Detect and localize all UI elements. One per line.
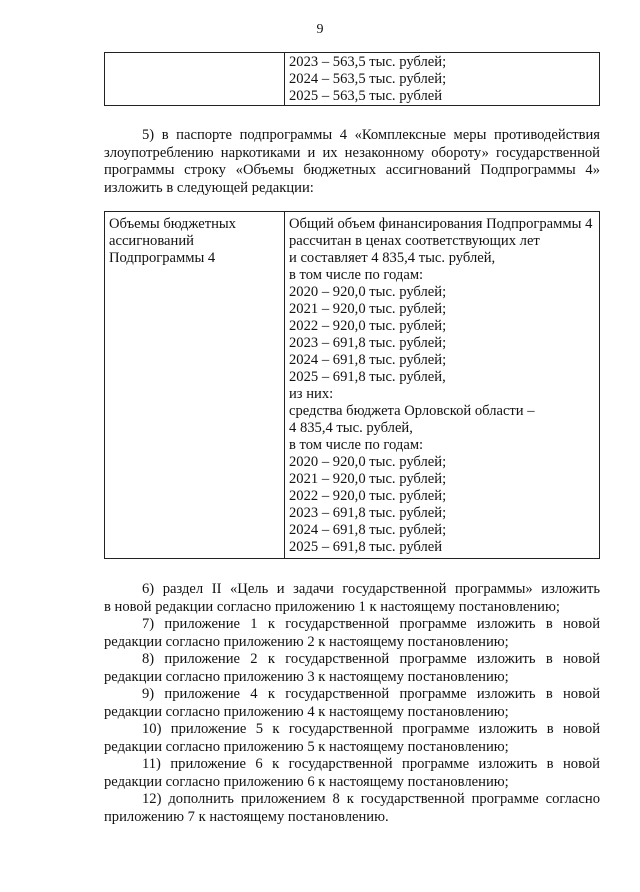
item-12 xyxy=(104,791,600,826)
item-6-first-line: 6) раздел II «Цель и задачи государственной программы» изложить xyxy=(142,581,600,597)
item-11-rest: редакции согласно приложению 6 к настоящему постановлению; xyxy=(104,773,509,790)
budget-value-line: 2025 – 691,8 тыс. рублей xyxy=(289,539,443,555)
item-9-rest: редакции согласно приложению 4 к настоящему постановлению; xyxy=(104,703,509,720)
top-table-line: 2023 – 563,5 тыс. рублей; xyxy=(289,54,447,70)
budget-value-line: 2022 – 920,0 тыс. рублей; xyxy=(289,488,447,504)
paragraph-5-line: программы строку «Объемы бюджетных ассигнований Подпрограммы 4» xyxy=(104,162,600,178)
item-7 xyxy=(104,616,600,651)
budget-value-line: 2022 – 920,0 тыс. рублей; xyxy=(289,318,447,334)
budget-value-line: 2020 – 920,0 тыс. рублей; xyxy=(289,284,447,300)
item-6 xyxy=(104,581,600,616)
top-table-right-cell xyxy=(285,53,600,106)
item-8-rest: редакции согласно приложению 3 к настоящему постановлению; xyxy=(104,668,509,685)
budget-value-line: и составляет 4 835,4 тыс. рублей, xyxy=(289,250,496,266)
paragraph-5-line: 5) в паспорте подпрограммы 4 «Комплексные меры противодействия xyxy=(142,127,600,143)
budget-label-line: ассигнований xyxy=(109,233,194,249)
budget-value-line: в том числе по годам: xyxy=(289,267,424,283)
budget-label-line: Объемы бюджетных xyxy=(109,216,236,232)
budget-table-label-cell xyxy=(105,212,285,559)
budget-value-line: 2023 – 691,8 тыс. рублей; xyxy=(289,335,447,351)
budget-value-line: средства бюджета Орловской области – xyxy=(289,403,535,419)
item-9-first-line: 9) приложение 4 к государственной программе изложить в новой xyxy=(142,686,600,702)
item-11 xyxy=(104,756,600,791)
budget-label-line: Подпрограммы 4 xyxy=(109,250,216,266)
top-table-line: 2025 – 563,5 тыс. рублей xyxy=(289,88,443,104)
budget-value-line: 2023 – 691,8 тыс. рублей; xyxy=(289,505,447,521)
item-8 xyxy=(104,651,600,686)
page-number: 9 xyxy=(316,22,324,37)
budget-value-line: 2021 – 920,0 тыс. рублей; xyxy=(289,471,447,487)
item-10 xyxy=(104,721,600,756)
item-9 xyxy=(104,686,600,721)
top-table-left-cell xyxy=(105,53,285,106)
budget-value-line: 2025 – 691,8 тыс. рублей, xyxy=(289,369,446,385)
budget-value-line: из них: xyxy=(289,386,334,402)
budget-value-line: 2020 – 920,0 тыс. рублей; xyxy=(289,454,447,470)
budget-value-line: 4 835,4 тыс. рублей, xyxy=(289,420,413,436)
top-table-line: 2024 – 563,5 тыс. рублей; xyxy=(289,71,447,87)
item-7-first-line: 7) приложение 1 к государственной программе изложить в новой xyxy=(142,616,600,632)
item-7-rest: редакции согласно приложению 2 к настоящему постановлению; xyxy=(104,633,509,650)
budget-value-line: в том числе по годам: xyxy=(289,437,424,453)
item-8-first-line: 8) приложение 2 к государственной программе изложить в новой xyxy=(142,651,600,667)
budget-table-value-cell xyxy=(285,212,600,559)
item-10-first-line: 10) приложение 5 к государственной программе изложить в новой xyxy=(142,721,600,737)
item-12-rest: приложению 7 к настоящему постановлению. xyxy=(104,808,389,825)
top-table xyxy=(104,52,600,106)
item-6-rest: в новой редакции согласно приложению 1 к настоящему постановлению; xyxy=(104,598,560,615)
budget-value-line: 2021 – 920,0 тыс. рублей; xyxy=(289,301,447,317)
paragraph-5-line: злоупотреблению наркотиками и их незаконному обороту» государственной xyxy=(104,144,600,161)
budget-value-line: 2024 – 691,8 тыс. рублей; xyxy=(289,352,447,368)
item-11-first-line: 11) приложение 6 к государственной программе изложить в новой xyxy=(142,756,600,772)
budget-value-line: Общий объем финансирования Подпрограммы 4 xyxy=(289,216,593,232)
budget-value-line: 2024 – 691,8 тыс. рублей; xyxy=(289,522,447,538)
budget-table xyxy=(104,211,600,559)
budget-value-line: рассчитан в ценах соответствующих лет xyxy=(289,233,540,249)
paragraph-5-line: изложить в следующей редакции: xyxy=(104,179,314,196)
paragraph-5 xyxy=(104,127,600,197)
item-12-first-line: 12) дополнить приложением 8 к государственной программе согласно xyxy=(142,791,600,807)
item-10-rest: редакции согласно приложению 5 к настоящему постановлению; xyxy=(104,738,509,755)
